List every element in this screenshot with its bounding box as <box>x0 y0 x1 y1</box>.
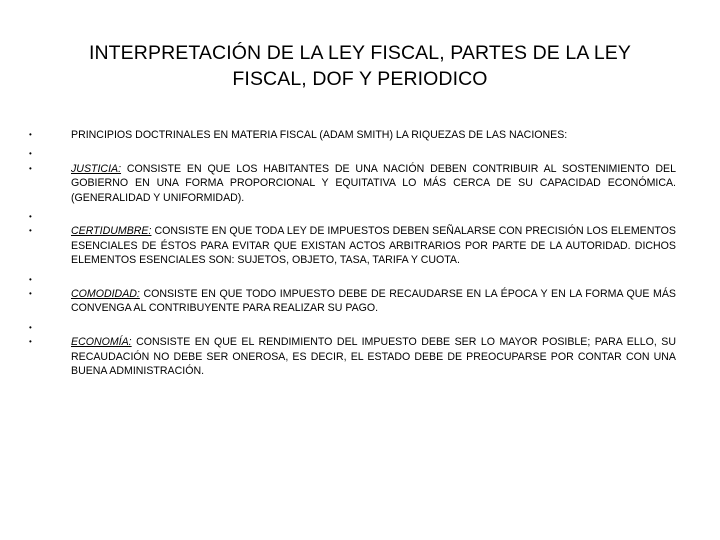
title-line-2: FISCAL, DOF Y PERIODICO <box>232 68 488 90</box>
title-line-1: INTERPRETACIÓN DE LA LEY FISCAL, PARTES DE LA LEY <box>88 42 632 64</box>
item-label-economia: ECONOMÍA: <box>71 336 132 349</box>
bullet-icon: • <box>29 322 32 332</box>
item-label-certidumbre: CERTIDUMBRE: <box>71 225 152 238</box>
bullet-icon: • <box>29 274 32 284</box>
bullet-icon: • <box>29 289 32 299</box>
item-text-justicia: CONSISTE EN QUE LOS HABITANTES DE UNA NACIÓN DEBEN CONTRIBUIR AL SOSTENIMIENTO DEL GOBIERNO EN UNA FORMA PROPORCIONAL Y EQUITATIVA LO MÁS CERCA DE SU CAPACIDAD ECONÓMICA. (GENERALIDAD Y UNIFORMIDAD). <box>71 162 676 204</box>
empty-list-item <box>28 321 676 335</box>
intro-text: PRINCIPIOS DOCTRINALES EN MATERIA FISCAL (ADAM SMITH) LA RIQUEZAS DE LAS NACIONES: <box>71 129 568 141</box>
bullet-icon: • <box>29 226 32 236</box>
bullet-icon: • <box>29 149 32 159</box>
item-label-justicia: JUSTICIA: <box>71 162 122 175</box>
list-item-certidumbre <box>28 224 676 267</box>
empty-list-item <box>28 273 676 287</box>
item-text-comodidad: CONSISTE EN QUE TODO IMPUESTO DEBE DE RECAUDARSE EN LA ÉPOCA Y EN LA FORMA QUE MÁS CONVENGA AL CONTRIBUYENTE PARA REALIZAR SU PAGO. <box>71 288 676 315</box>
list-item-comodidad <box>28 287 676 316</box>
slide-title <box>60 40 660 92</box>
list-item-justicia <box>28 162 676 205</box>
empty-list-item <box>28 210 676 224</box>
bullet-icon: • <box>29 130 32 139</box>
item-label-comodidad: COMODIDAD: <box>71 288 140 301</box>
item-text-certidumbre: CONSISTE EN QUE TODA LEY DE IMPUESTOS DEBEN SEÑALARSE CON PRECISIÓN LOS ELEMENTOS ESENCIALES DE ÉSTOS PARA EVITAR QUE EXISTAN ACTOS ARBITRARIOS POR PARTE DE LA AUTORIDAD. DICHOS ELEMENTOS ESENCIALES SON: SUJETOS, OBJETO, TASA, TARIFA Y CUOTA. <box>71 225 676 267</box>
bullet-icon: • <box>29 163 32 173</box>
list-item-economia <box>28 335 676 378</box>
bullet-icon: • <box>29 212 32 222</box>
empty-list-item <box>28 147 676 161</box>
bullet-list <box>28 128 676 378</box>
list-item-intro <box>28 128 676 142</box>
bullet-icon: • <box>29 337 32 347</box>
item-text-economia: CONSISTE EN QUE EL RENDIMIENTO DEL IMPUESTO DEBE SER LO MAYOR POSIBLE; PARA ELLO, SU RECAUDACIÓN NO DEBE SER ONEROSA, ES DECIR, EL ESTADO DEBE DE PREOCUPARSE POR CONTAR CON UNA BUENA ADMINISTRACIÓN. <box>71 336 676 378</box>
